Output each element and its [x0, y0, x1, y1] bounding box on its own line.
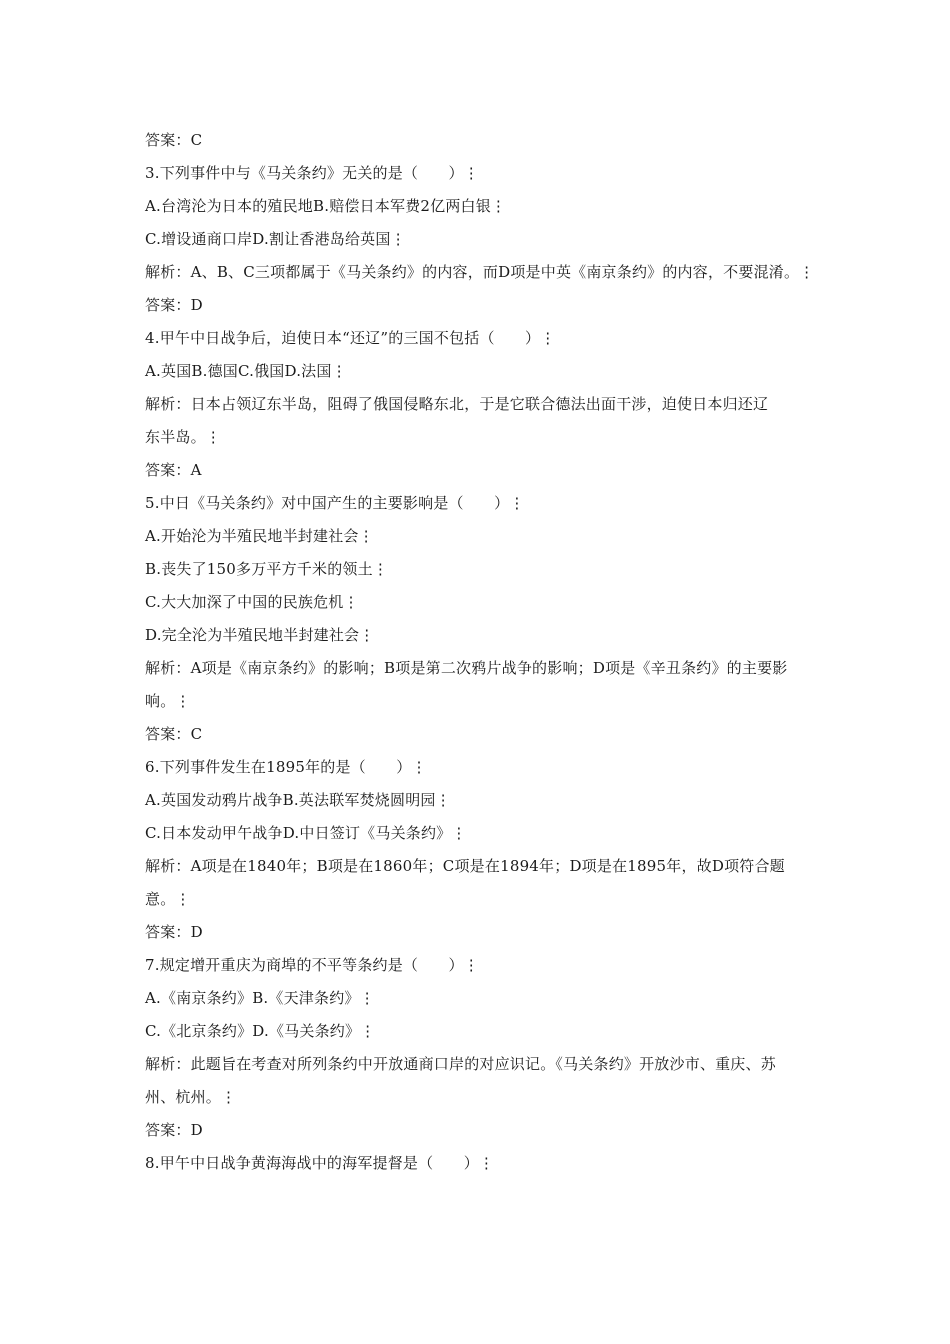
analysis-6-line-2: 意。⋮: [145, 890, 191, 908]
answer-6: 答案：D: [145, 923, 203, 941]
analysis-4-line-2: 东半岛。⋮: [145, 428, 222, 446]
question-5-option-a: A.开始沦为半殖民地半封建社会⋮: [145, 527, 374, 545]
question-5-option-d: D.完全沦为半殖民地半封建社会⋮: [145, 626, 375, 644]
document-page: [145, 124, 825, 1180]
analysis-7-line-2: 州、杭州。⋮: [145, 1088, 237, 1106]
answer-4: 答案：A: [145, 461, 202, 479]
analysis-6-line-1: 解析：A项是在1840年；B项是在1860年；C项是在1894年；D项是在1895年，故D项符合题: [145, 857, 785, 875]
analysis-5-line-2: 响。⋮: [145, 692, 191, 710]
question-4-options: A.英国B.德国C.俄国D.法国⋮: [145, 362, 347, 380]
question-8: 8.甲午中日战争黄海海战中的海军提督是（ ）⋮: [145, 1154, 495, 1172]
analysis-7-line-1: 解析：此题旨在考查对所列条约中开放通商口岸的对应识记。《马关条约》开放沙市、重庆、苏: [145, 1055, 776, 1073]
question-3-options-ab: A.台湾沦为日本的殖民地B.赔偿日本军费2亿两白银⋮: [145, 197, 507, 215]
question-4: 4.甲午中日战争后，迫使日本“还辽”的三国不包括（ ）⋮: [145, 329, 556, 347]
question-7-options-ab: A.《南京条约》B.《天津条约》⋮: [145, 989, 375, 1007]
question-3: 3.下列事件中与《马关条约》无关的是（ ）⋮: [145, 164, 479, 182]
question-5-option-b: B.丧失了150多万平方千米的领土⋮: [145, 560, 389, 578]
question-5-option-c: C.大大加深了中国的民族危机⋮: [145, 593, 359, 611]
question-6-options-ab: A.英国发动鸦片战争B.英法联军焚烧圆明园⋮: [145, 791, 451, 809]
analysis-5-line-1: 解析：A项是《南京条约》的影响；B项是第二次鸦片战争的影响；D项是《辛丑条约》的主要影: [145, 659, 788, 677]
question-7: 7.规定增开重庆为商埠的不平等条约是（ ）⋮: [145, 956, 479, 974]
question-7-options-cd: C.《北京条约》D.《马关条约》⋮: [145, 1022, 376, 1040]
answer-3: 答案：D: [145, 296, 203, 314]
answer-7: 答案：D: [145, 1121, 203, 1139]
answer-2: 答案：C: [145, 131, 203, 149]
question-6: 6.下列事件发生在1895年的是（ ）⋮: [145, 758, 427, 776]
analysis-4-line-1: 解析：日本占领辽东半岛，阻碍了俄国侵略东北，于是它联合德法出面干涉，迫使日本归还辽: [145, 395, 769, 413]
question-6-options-cd: C.日本发动甲午战争D.中日签订《马关条约》⋮: [145, 824, 467, 842]
analysis-3: 解析：A、B、C三项都属于《马关条约》的内容，而D项是中英《南京条约》的内容，不要混淆。⋮: [145, 263, 815, 281]
question-3-options-cd: C.增设通商口岸D.割让香港岛给英国⋮: [145, 230, 406, 248]
question-5: 5.中日《马关条约》对中国产生的主要影响是（ ）⋮: [145, 494, 525, 512]
answer-5: 答案：C: [145, 725, 203, 743]
